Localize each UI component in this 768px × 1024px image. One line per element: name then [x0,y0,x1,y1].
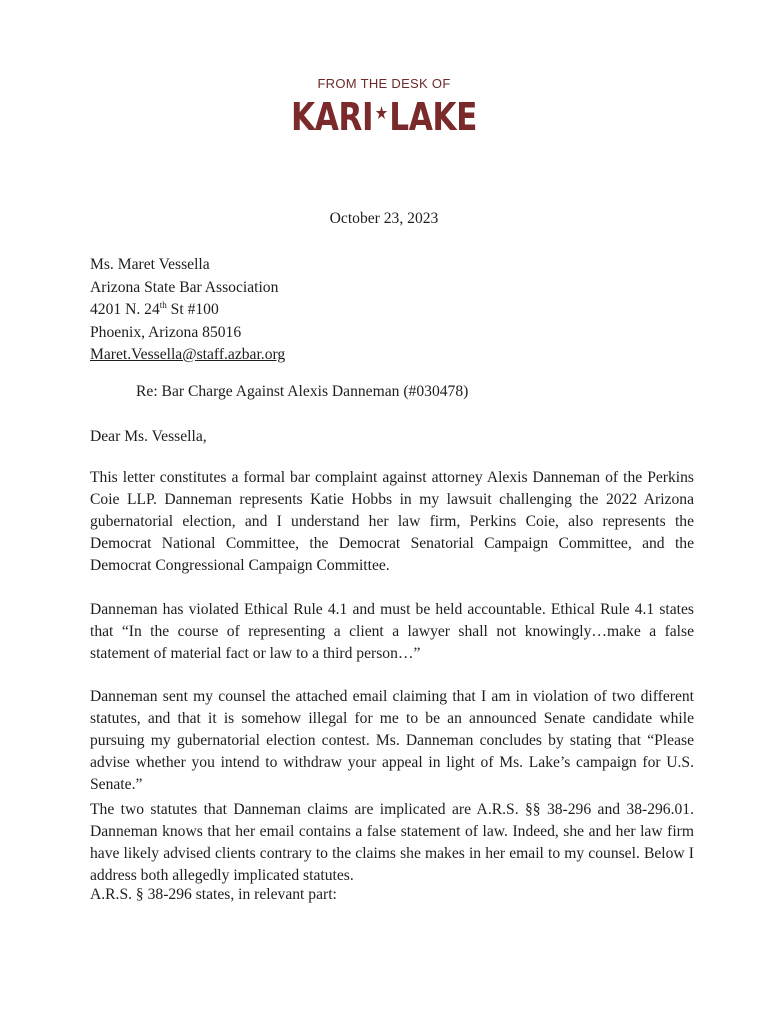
recipient-name: Ms. Maret Vessella [90,256,210,273]
star-icon: ★ [374,102,388,124]
paragraph-1: This letter constitutes a formal bar complaint against attorney Alexis Danneman of the Perkins Coie LLP. Danneman represents Katie Hobbs in my lawsuit challenging the 2022 Arizona gubernatorial election, and I understand her law firm, Perkins Coie, also represents the Democrat National Committee, the Democrat Senatorial Campaign Committee, and the Democrat Congressional Campaign Committee. [90,469,694,574]
street-number: 4201 N. 24 [90,301,160,318]
paragraph-4: The two statutes that Danneman claims are implicated are A.R.S. §§ 38-296 and 38-296.01. Danneman knows that her email contains a false statement of law. Indeed, she and her law firm have likely advised clients contrary to the claims she makes in her email to my counsel. Below I address both allegedly implicated statutes. [90,801,694,884]
street-suffix: th [159,299,167,310]
paragraph-2: Danneman has violated Ethical Rule 4.1 and must be held accountable. Ethical Rule 4.1 states that “In the course of representing a client a lawyer shall not knowingly…make a false statement of material fact or law to a third person…” [90,601,694,662]
salutation: Dear Ms. Vessella, [90,428,207,445]
recipient-city: Phoenix, Arizona 85016 [90,323,242,341]
letterhead-name-first: KARI [290,95,374,139]
paragraph-5: A.R.S. § 38-296 states, in relevant part: [90,886,337,903]
recipient-org: Arizona State Bar Association [90,278,279,296]
recipient-street [90,299,694,322]
letterhead [0,76,768,139]
recipient-email-link[interactable]: Maret.Vessella@staff.azbar.org [90,346,286,363]
paragraph-3: Danneman sent my counsel the attached email claiming that I am in violation of two different statutes, and that it is somehow illegal for me to be an announced Senate candidate while pursuing my gubernatorial election contest. Ms. Danneman concludes by stating that “Please advise whether you intend to withdraw your appeal in light of Ms. Lake’s campaign for U.S. Senate.” [90,688,694,793]
letterhead-from: FROM THE DESK OF [317,76,451,91]
re-line: Re: Bar Charge Against Alexis Danneman (#030478) [136,383,469,400]
street-rest: St #100 [166,301,219,318]
letter-date: October 23, 2023 [329,210,439,227]
letterhead-name-last: LAKE [389,95,478,139]
letterhead-name [69,95,699,139]
recipient-address [90,254,694,367]
